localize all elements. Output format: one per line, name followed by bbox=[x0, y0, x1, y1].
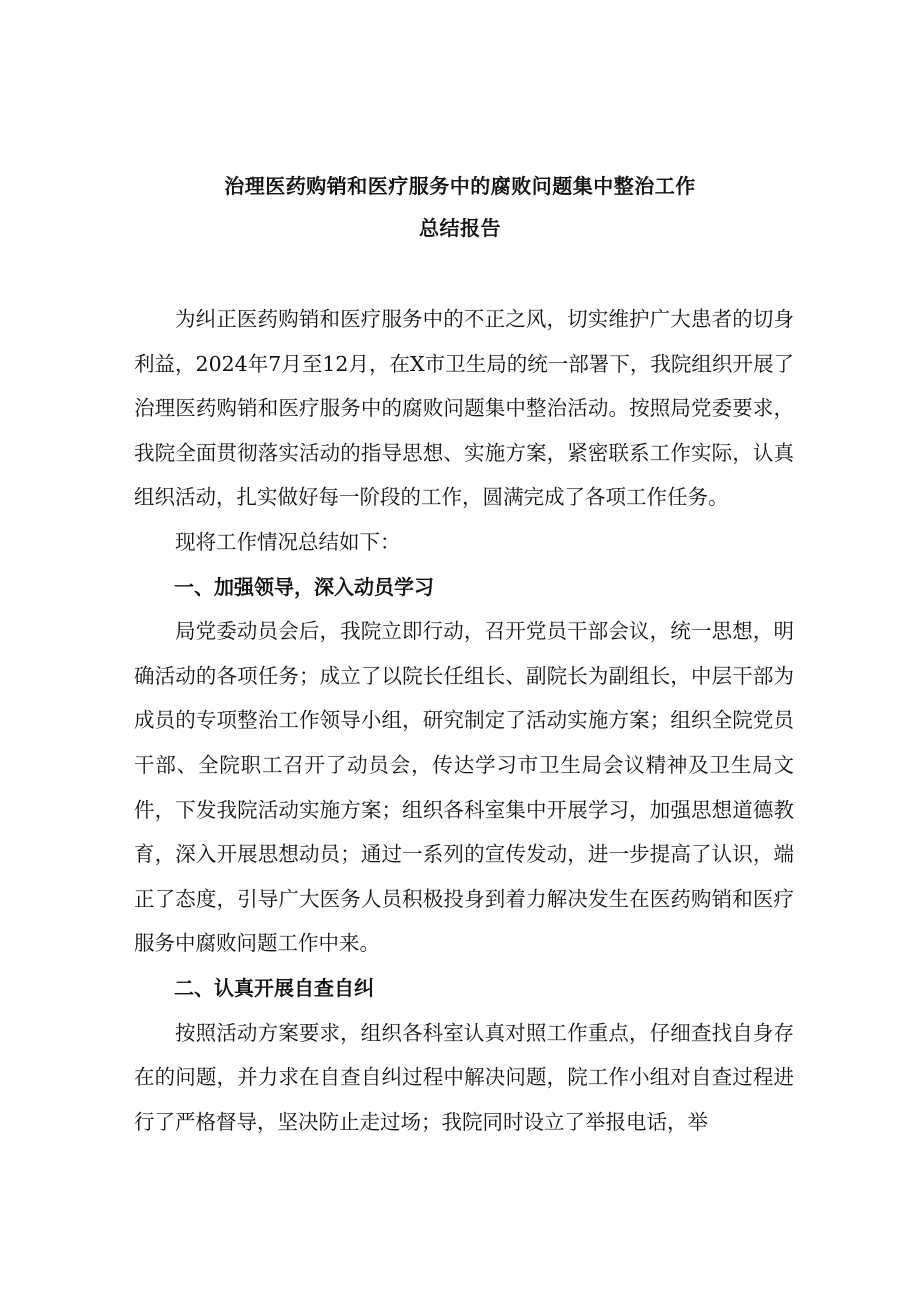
paragraph-intro: 为纠正医药购销和医疗服务中的不正之风，切实维护广大患者的切身利益，2024年7月至12月，在X市卫生局的统一部署下，我院组织开展了治理医药购销和医疗服务中的腐败问题集中整治活动。按照局党委要求，我院全面贯彻落实活动的指导思想、实施方案，紧密联系工作实际，认真组织活动，扎实做好每一阶段的工作，圆满完成了各项工作任务。 bbox=[134, 307, 794, 510]
document-body bbox=[134, 297, 794, 1144]
document-title: 治理医药购销和医疗服务中的腐败问题集中整治工作 bbox=[224, 174, 696, 198]
section-heading-1: 一、加强领导，深入动员学习 bbox=[174, 574, 434, 599]
paragraph-summary-lead: 现将工作情况总结如下： bbox=[175, 529, 401, 554]
paragraph-section-2: 按照活动方案要求，组织各科室认真对照工作重点，仔细查找自身存在的问题，并力求在自查自纠过程中解决问题，院工作小组对自查过程进行了严格督导，坚决防止走过场；我院同时设立了举报电话，举 bbox=[134, 1020, 794, 1134]
paragraph-section-1: 局党委动员会后，我院立即行动，召开党员干部会议，统一思想，明确活动的各项任务；成立了以院长任组长、副院长为副组长，中层干部为成员的专项整治工作领导小组，研究制定了活动实施方案；组织全院党员干部、全院职工召开了动员会，传达学习市卫生局会议精神及卫生局文件，下发我院活动实施方案；组织各科室集中开展学习，加强思想道德教育，深入开展思想动员；通过一系列的宣传发动，进一步提高了认识，端正了态度，引导广大医务人员积极投身到着力解决发生在医药购销和医疗服务中腐败问题工作中来。 bbox=[134, 619, 794, 956]
section-heading-2: 二、认真开展自查自纠 bbox=[174, 975, 374, 1000]
document-subtitle: 总结报告 bbox=[419, 216, 501, 240]
